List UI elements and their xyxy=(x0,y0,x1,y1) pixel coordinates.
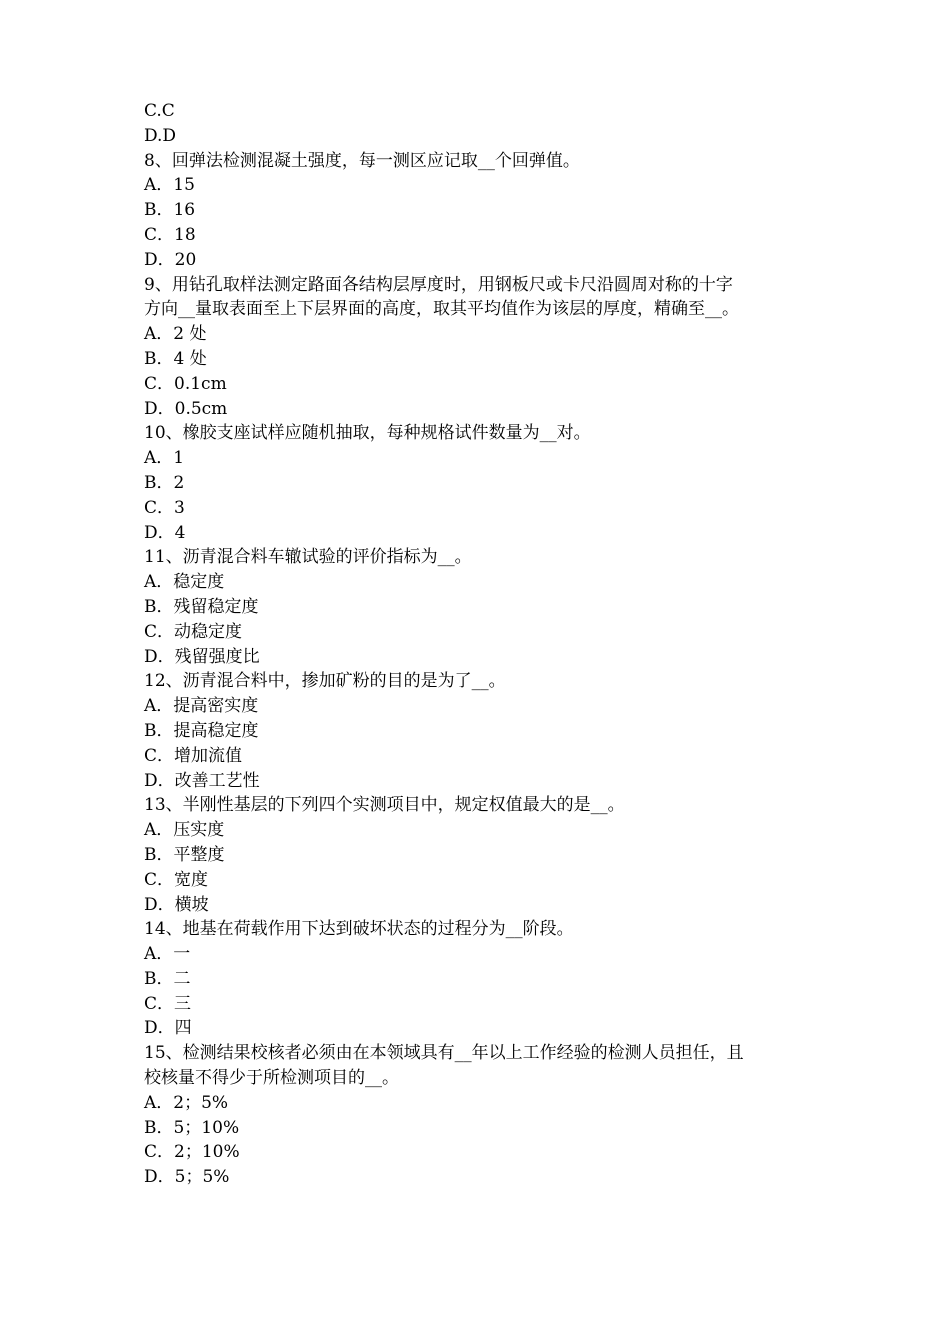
q15-option-d: D．5；5% xyxy=(144,1167,230,1188)
q12-option-d: D．改善工艺性 xyxy=(144,770,260,791)
q8-option-c: C．18 xyxy=(144,224,196,245)
q9-option-c: C．0.1cm xyxy=(144,373,227,394)
question-11: 11、沥青混合料车辙试验的评价指标为__。 xyxy=(144,547,472,568)
q14-option-b: B．二 xyxy=(144,968,191,989)
q11-option-c: C．动稳定度 xyxy=(144,621,243,642)
q11-option-d: D．残留强度比 xyxy=(144,646,260,667)
question-15-line-1: 15、检测结果校核者必须由在本领域具有__年以上工作经验的检测人员担任，且 xyxy=(144,1043,744,1064)
q12-option-b: B．提高稳定度 xyxy=(144,720,259,741)
option-d: D.D xyxy=(144,125,177,146)
q13-option-d: D．横坡 xyxy=(144,894,209,915)
q13-option-a: A．压实度 xyxy=(144,820,225,841)
q9-option-d: D．0.5cm xyxy=(144,398,228,419)
q14-option-a: A．一 xyxy=(144,944,191,965)
q10-option-b: B．2 xyxy=(144,472,185,493)
q15-option-c: C．2；10% xyxy=(144,1142,240,1163)
q12-option-c: C．增加流值 xyxy=(144,745,243,766)
option-c: C.C xyxy=(144,101,175,121)
q15-option-a: A．2；5% xyxy=(144,1092,229,1113)
q9-option-b: B．4 处 xyxy=(144,348,207,369)
question-13: 13、半刚性基层的下列四个实测项目中，规定权值最大的是__。 xyxy=(144,795,625,816)
question-9-line-2: 方向__量取表面至上下层界面的高度，取其平均值作为该层的厚度，精确至__。 xyxy=(144,299,739,320)
q11-option-b: B．残留稳定度 xyxy=(144,596,259,617)
q15-option-b: B．5；10% xyxy=(144,1117,240,1138)
q10-option-a: A．1 xyxy=(144,448,185,469)
q13-option-c: C．宽度 xyxy=(144,869,209,890)
q11-option-a: A．稳定度 xyxy=(144,572,225,593)
q12-option-a: A．提高密实度 xyxy=(144,696,259,717)
q8-option-a: A．15 xyxy=(144,175,195,196)
question-8: 8、回弹法检测混凝土强度，每一测区应记取__个回弹值。 xyxy=(144,150,580,171)
q8-option-d: D．20 xyxy=(144,249,197,270)
question-9-line-1: 9、用钻孔取样法测定路面各结构层厚度时，用钢板尺或卡尺沿圆周对称的十字 xyxy=(144,274,733,295)
question-10: 10、橡胶支座试样应随机抽取，每种规格试件数量为__对。 xyxy=(144,423,591,444)
q10-option-c: C．3 xyxy=(144,497,185,518)
q14-option-d: D．四 xyxy=(144,1018,192,1039)
question-12: 12、沥青混合料中，掺加矿粉的目的是为了__。 xyxy=(144,671,506,692)
q13-option-b: B．平整度 xyxy=(144,844,225,865)
document-content xyxy=(144,99,824,1190)
q9-option-a: A．2 处 xyxy=(144,324,207,345)
question-15-line-2: 校核量不得少于所检测项目的__。 xyxy=(144,1068,399,1089)
q8-option-b: B．16 xyxy=(144,200,196,221)
question-14: 14、地基在荷载作用下达到破坏状态的过程分为__阶段。 xyxy=(144,919,574,940)
q10-option-d: D．4 xyxy=(144,522,186,543)
q14-option-c: C．三 xyxy=(144,993,192,1014)
